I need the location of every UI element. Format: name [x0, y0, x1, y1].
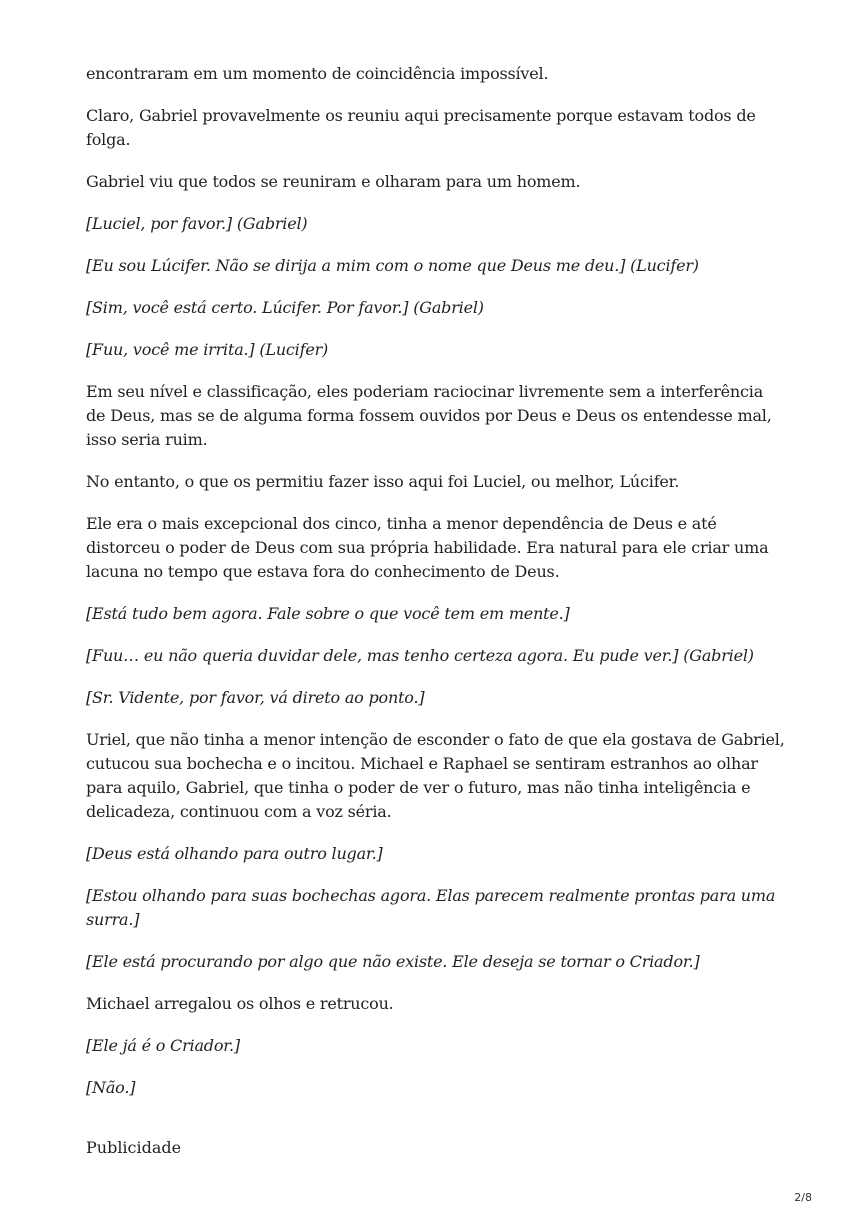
dialogue-line-7: [Sr. Vidente, por favor, vá direto ao ponto.] — [86, 688, 425, 707]
page-number: 2/8 — [794, 1191, 812, 1204]
dialogue-line-9: [Estou olhando para suas bochechas agora. Elas parecem realmente prontas para uma surra.] — [86, 886, 776, 929]
paragraph-1: encontraram em um momento de coincidência impossível. — [86, 64, 549, 83]
paragraph-2: Claro, Gabriel provavelmente os reuniu aqui precisamente porque estavam todos de folga. — [86, 106, 756, 149]
paragraph-3: Gabriel viu que todos se reuniram e olharam para um homem. — [86, 172, 581, 191]
dialogue-line-1: [Luciel, por favor.] (Gabriel) — [86, 214, 308, 233]
paragraph-4: Em seu nível e classificação, eles poderiam raciocinar livremente sem a interferência de Deus, mas se de alguma forma fossem ouvidos por Deus e Deus os entendesse mal, isso seria ruim. — [86, 382, 772, 449]
paragraph-5: No entanto, o que os permitiu fazer isso aqui foi Luciel, ou melhor, Lúcifer. — [86, 472, 680, 491]
dialogue-line-11: [Ele já é o Criador.] — [86, 1036, 240, 1055]
dialogue-line-5: [Está tudo bem agora. Fale sobre o que você tem em mente.] — [86, 604, 570, 623]
document-body — [86, 62, 786, 1160]
dialogue-line-2: [Eu sou Lúcifer. Não se dirija a mim com o nome que Deus me deu.] (Lucifer) — [86, 256, 699, 275]
paragraph-6: Ele era o mais excepcional dos cinco, tinha a menor dependência de Deus e até distorceu o poder de Deus com sua própria habilidade. Era natural para ele criar uma lacuna no tempo que estava fora do conhecimento de Deus. — [86, 514, 769, 581]
dialogue-line-12: [Não.] — [86, 1078, 136, 1097]
dialogue-line-6: [Fuu… eu não queria duvidar dele, mas tenho certeza agora. Eu pude ver.] (Gabriel) — [86, 646, 754, 665]
dialogue-line-8: [Deus está olhando para outro lugar.] — [86, 844, 383, 863]
dialogue-line-4: [Fuu, você me irrita.] (Lucifer) — [86, 340, 329, 359]
advertisement-label: Publicidade — [86, 1138, 182, 1157]
paragraph-7: Uriel, que não tinha a menor intenção de esconder o fato de que ela gostava de Gabriel, cutucou sua bochecha e o incitou. Michael e Raphael se sentiram estranhos ao olhar para aquilo, Gabriel, que tinha o poder de ver o futuro, mas não tinha inteligência e delicadeza, continuou com a voz séria. — [86, 730, 785, 821]
dialogue-line-3: [Sim, você está certo. Lúcifer. Por favor.] (Gabriel) — [86, 298, 484, 317]
dialogue-line-10: [Ele está procurando por algo que não existe. Ele deseja se tornar o Criador.] — [86, 952, 700, 971]
paragraph-8: Michael arregalou os olhos e retrucou. — [86, 994, 394, 1013]
